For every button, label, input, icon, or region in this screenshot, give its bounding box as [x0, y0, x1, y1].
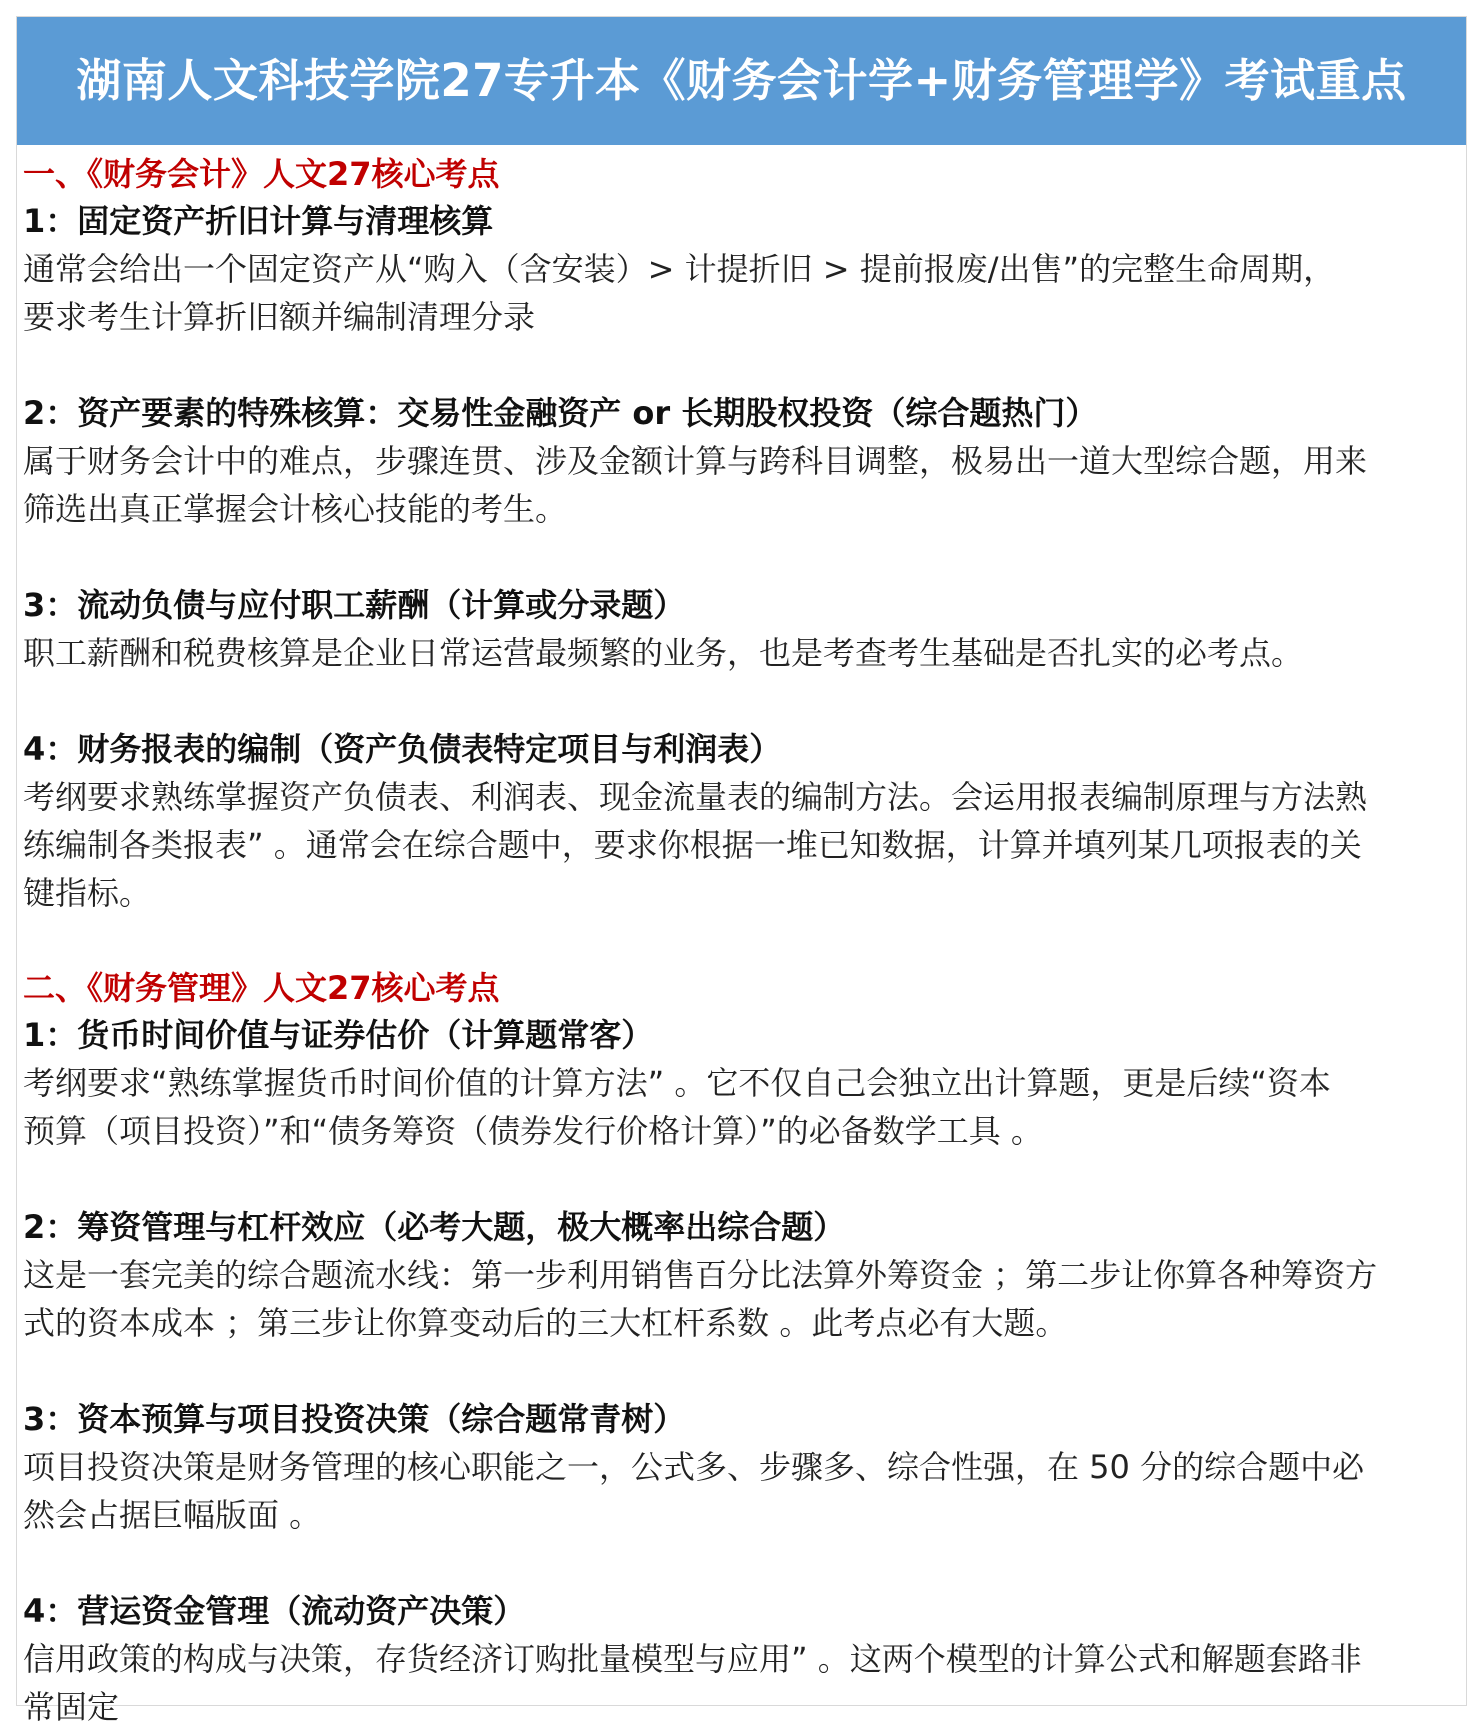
body-line: 然会占据巨幅版面 。: [23, 1496, 322, 1534]
body-line: 筛选出真正掌握会计核心技能的考生。: [23, 490, 568, 528]
page-title: 湖南人文科技学院27专升本《财务会计学+财务管理学》考试重点: [17, 17, 1466, 145]
item-body: [23, 1251, 1455, 1347]
spacer: [23, 677, 1455, 725]
spacer: [23, 917, 1455, 965]
body-line: 项目投资决策是财务管理的核心职能之一，公式多、步骤多、综合性强，在 50 分的综合题中必: [23, 1448, 1365, 1486]
body-line: 式的资本成本 ；第三步让你算变动后的三大杠杆系数 。此考点必有大题。: [23, 1304, 1068, 1342]
body-line: 键指标。: [23, 874, 152, 912]
body-line: 考纲要求“熟练掌握货币时间价值的计算方法” 。它不仅自己会独立出计算题，更是后续“资本: [23, 1064, 1331, 1102]
item-body: [23, 245, 1455, 341]
item-body: [23, 629, 1455, 677]
item-title: 4：营运资金管理（流动资产决策）: [23, 1592, 526, 1630]
item-title: 3：资本预算与项目投资决策（综合题常青树）: [23, 1400, 686, 1438]
body-line: 要求考生计算折旧额并编制清理分录: [23, 298, 536, 336]
item-title: 3：流动负债与应付职工薪酬（计算或分录题）: [23, 586, 686, 624]
body-line: 练编制各类报表” 。通常会在综合题中，要求你根据一堆已知数据，计算并填列某几项报表的关: [23, 826, 1362, 864]
item-title: 4：财务报表的编制（资产负债表特定项目与利润表）: [23, 730, 782, 768]
spacer: [23, 533, 1455, 581]
item-title: 2：筹资管理与杠杆效应（必考大题，极大概率出综合题）: [23, 1208, 846, 1246]
spacer: [23, 1539, 1455, 1587]
body-line: 信用政策的构成与决策，存货经济订购批量模型与应用” 。这两个模型的计算公式和解题套路非: [23, 1640, 1362, 1678]
item-body: [23, 1443, 1455, 1539]
spacer: [23, 1347, 1455, 1395]
body-line: 常固定: [23, 1688, 120, 1726]
document-page: [16, 16, 1467, 1726]
body-line: 通常会给出一个固定资产从“购入（含安装）> 计提折旧 > 提前报废/出售”的完整生命周期，: [23, 250, 1336, 288]
item-title: 2：资产要素的特殊核算：交易性金融资产 or 长期股权投资（综合题热门）: [23, 394, 1098, 432]
item-body: [23, 1635, 1455, 1731]
body-line: 考纲要求熟练掌握资产负债表、利润表、现金流量表的编制方法。会运用报表编制原理与方法熟: [23, 778, 1368, 816]
spacer: [23, 1155, 1455, 1203]
body-line: 职工薪酬和税费核算是企业日常运营最频繁的业务，也是考查考生基础是否扎实的必考点。: [23, 634, 1304, 672]
body-line: 预算（项目投资）”和“债务筹资（债券发行价格计算）”的必备数学工具 。: [23, 1112, 1043, 1150]
body-line: 属于财务会计中的难点，步骤连贯、涉及金额计算与跨科目调整，极易出一道大型综合题，用来: [23, 442, 1368, 480]
item-body: [23, 773, 1455, 917]
section-heading-financial-management: 二、《财务管理》人文27核心考点: [23, 969, 500, 1007]
spacer: [23, 341, 1455, 389]
document-content: [23, 151, 1455, 1731]
section-heading-financial-accounting: 一、《财务会计》人文27核心考点: [23, 155, 500, 193]
body-line: 这是一套完美的综合题流水线：第一步利用销售百分比法算外筹资金 ；第二步让你算各种筹资方: [23, 1256, 1378, 1294]
item-body: [23, 437, 1455, 533]
item-title: 1：固定资产折旧计算与清理核算: [23, 202, 494, 240]
item-body: [23, 1059, 1455, 1155]
item-title: 1：货币时间价值与证券估价（计算题常客）: [23, 1016, 654, 1054]
